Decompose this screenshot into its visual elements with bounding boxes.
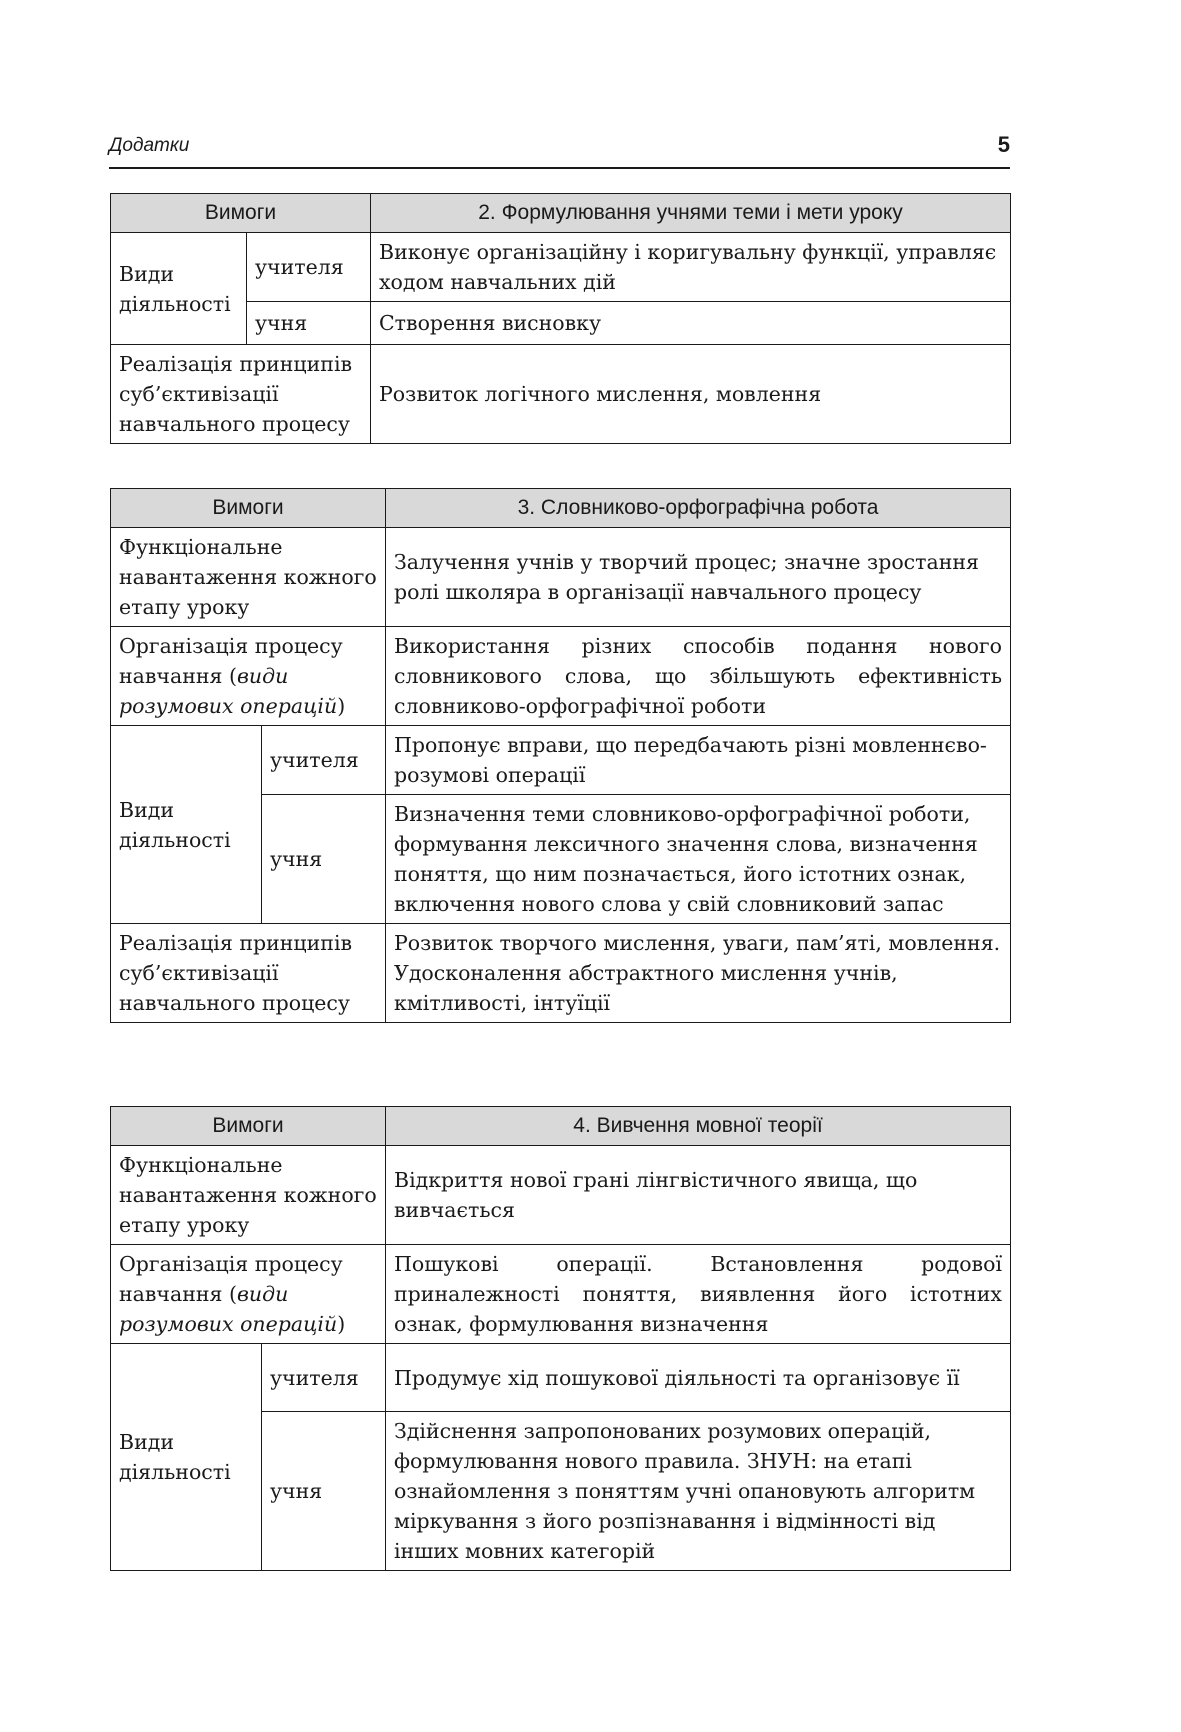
stage-title: 2. Формулювання учнями теми і мети уроку xyxy=(371,194,1011,233)
student-label: учня xyxy=(262,795,386,924)
principle-text: Розвиток творчого мислення, уваги, пам’яті, мовлення. Удосконалення абстрактного мислення учнів, кмітливості, інтуїції xyxy=(386,924,1011,1023)
activity-label: Види діяльності xyxy=(111,233,247,345)
student-label: учня xyxy=(262,1412,386,1571)
table-row xyxy=(111,1344,1011,1412)
functional-load-label: Функціональне навантаження кожного етапу уроку xyxy=(111,528,386,627)
organization-label: Організація процесу навчання (види розумових операцій) xyxy=(111,627,386,726)
table-row xyxy=(111,924,1011,1023)
activity-label: Види діяльності xyxy=(111,726,262,924)
student-text: Визначення теми словниково-орфографічної роботи, формування лексичного значення слова, визначення поняття, що ним позначається, його істотних ознак, включення нового слова у свій словниковий запас xyxy=(386,795,1011,924)
teacher-label: учителя xyxy=(247,233,371,302)
principle-label: Реалізація принципів суб’єктивізації навчального процесу xyxy=(111,345,371,444)
table-header-row xyxy=(111,194,1011,233)
table-row xyxy=(111,1245,1011,1344)
table-formulation-topic xyxy=(110,193,1011,444)
teacher-text: Виконує організаційну і коригувальну функції, управляє ходом навчальних дій xyxy=(371,233,1011,302)
table-row xyxy=(111,528,1011,627)
functional-load-label: Функціональне навантаження кожного етапу уроку xyxy=(111,1146,386,1245)
table-row xyxy=(111,1146,1011,1245)
table-row xyxy=(111,627,1011,726)
functional-load-text: Залучення учнів у творчий процес; значне зростання ролі школяра в організації навчального процесу xyxy=(386,528,1011,627)
organization-label: Організація процесу навчання (види розумових операцій) xyxy=(111,1245,386,1344)
requirements-header: Вимоги xyxy=(111,489,386,528)
table-row xyxy=(111,345,1011,444)
page-header xyxy=(109,130,1010,169)
table-row xyxy=(111,233,1011,302)
organization-text: Використання різних способів подання нового словникового слова, що збільшують ефективність словниково-орфографічної роботи xyxy=(386,627,1011,726)
requirements-header: Вимоги xyxy=(111,1107,386,1146)
section-title: Додатки xyxy=(109,135,190,156)
activity-label: Види діяльності xyxy=(111,1344,262,1571)
table-row xyxy=(111,726,1011,795)
table-header-row xyxy=(111,1107,1011,1146)
stage-title: 3. Словниково-орфографічна робота xyxy=(386,489,1011,528)
student-label: учня xyxy=(247,302,371,345)
stage-title: 4. Вивчення мовної теорії xyxy=(386,1107,1011,1146)
functional-load-text: Відкриття нової грані лінгвістичного явища, що вивчається xyxy=(386,1146,1011,1245)
teacher-text: Пропонує вправи, що передбачають різні мовленнєво-розумові операції xyxy=(386,726,1011,795)
principle-label: Реалізація принципів суб’єктивізації навчального процесу xyxy=(111,924,386,1023)
organization-text: Пошукові операції. Встановлення родової приналежності поняття, виявлення його істотних ознак, формулювання визначення xyxy=(386,1245,1011,1344)
student-text: Створення висновку xyxy=(371,302,1011,345)
table-language-theory xyxy=(110,1106,1011,1571)
table-header-row xyxy=(111,489,1011,528)
requirements-header: Вимоги xyxy=(111,194,371,233)
table-vocabulary-work xyxy=(110,488,1011,1023)
teacher-label: учителя xyxy=(262,1344,386,1412)
teacher-label: учителя xyxy=(262,726,386,795)
principle-text: Розвиток логічного мислення, мовлення xyxy=(371,345,1011,444)
student-text: Здійснення запропонованих розумових операцій, формулювання нового правила. ЗНУН: на етапі ознайомлення з поняттям учні опановують алгоритм міркування з його розпізнавання і відмінності від інших мовних категорій xyxy=(386,1412,1011,1571)
page-number: 5 xyxy=(997,132,1010,157)
teacher-text: Продумує хід пошукової діяльності та організовує її xyxy=(386,1344,1011,1412)
